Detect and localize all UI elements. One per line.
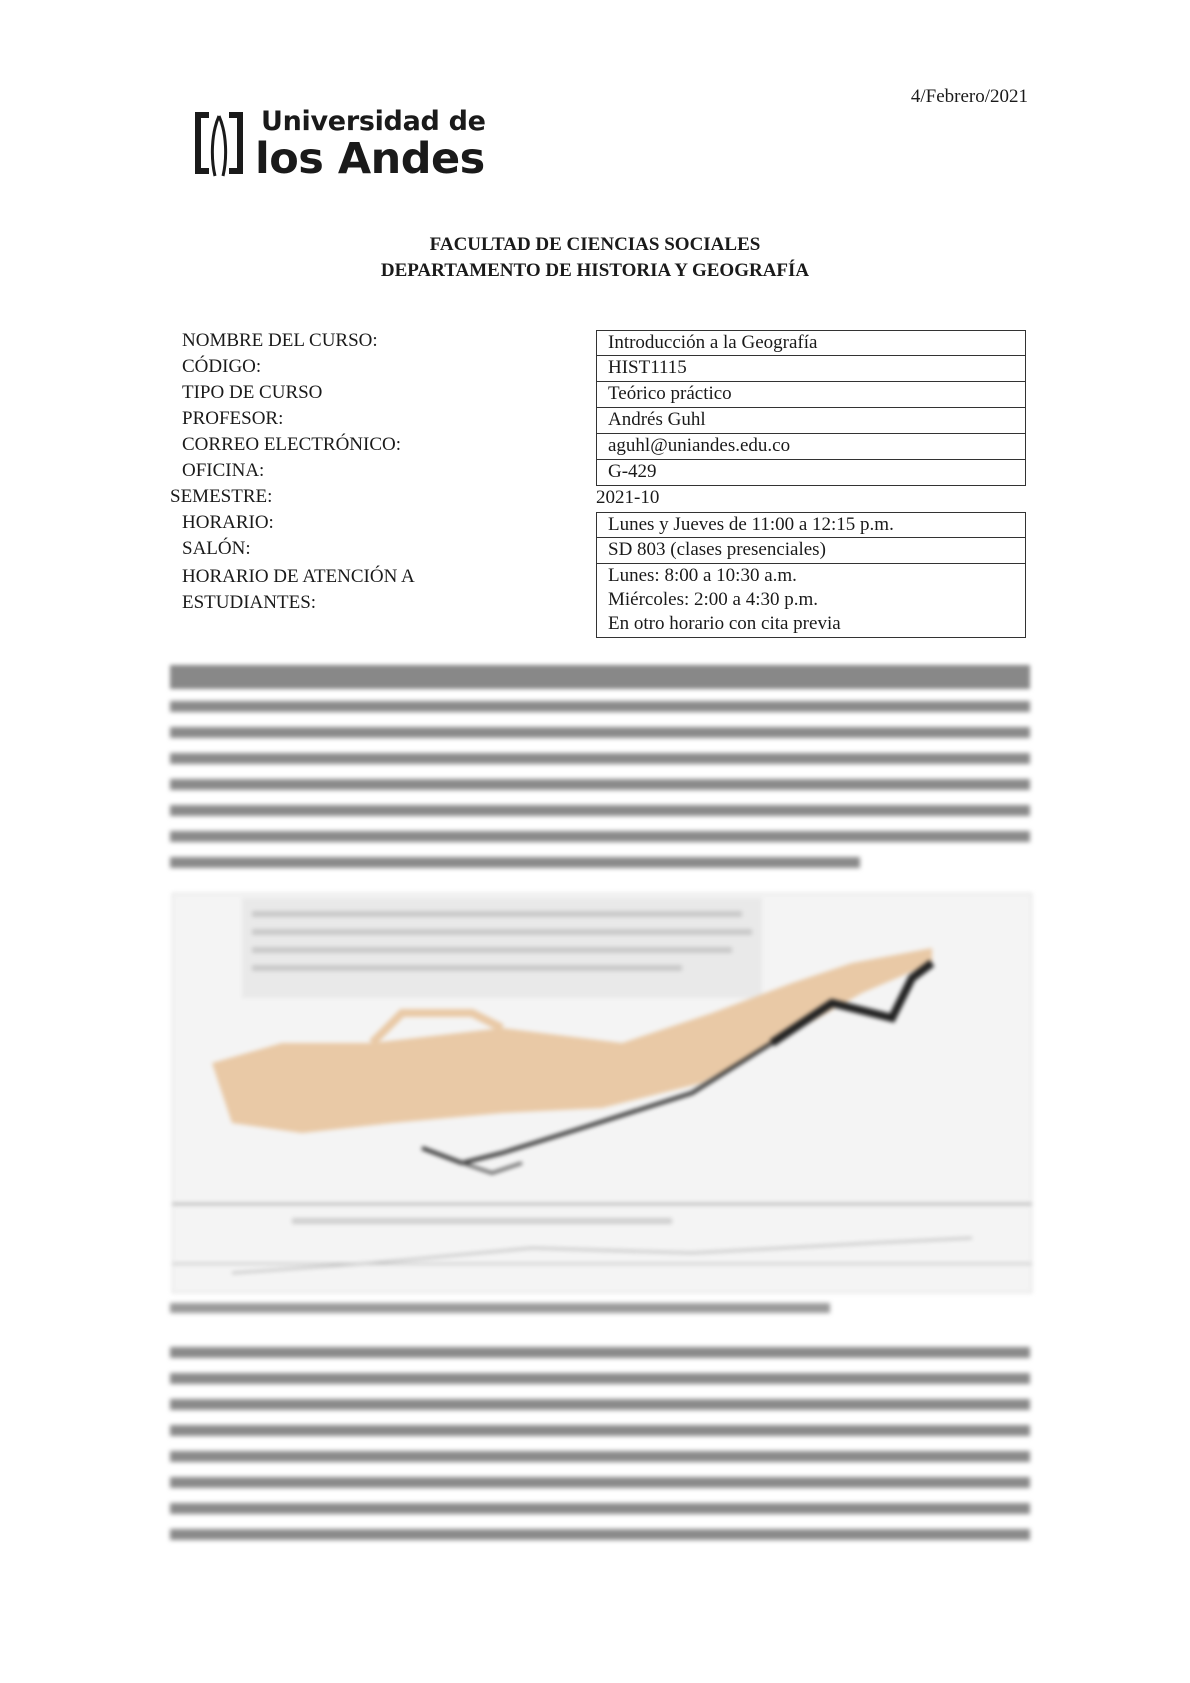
email-label: CORREO ELECTRÓNICO: [182, 434, 402, 455]
course-code-value: HIST1115 [596, 356, 1026, 382]
office-hours-line2: Miércoles: 2:00 a 4:30 p.m. [608, 589, 819, 610]
department-title: DEPARTAMENTO DE HISTORIA Y GEOGRAFÍA [380, 260, 810, 281]
map-image [172, 893, 1032, 1293]
office-label: OFICINA: [182, 460, 265, 481]
course-type-label: TIPO DE CURSO [182, 382, 323, 403]
course-name-label: NOMBRE DEL CURSO: [182, 330, 378, 351]
blurred-caption-line [170, 1299, 830, 1317]
blurred-text-lines [170, 693, 1030, 873]
office-hours-label-line1: HORARIO DE ATENCIÓN A [182, 566, 415, 587]
email-value: aguhl@uniandes.edu.co [596, 434, 1026, 460]
professor-label: PROFESOR: [182, 408, 284, 429]
office-hours-value [596, 564, 1026, 638]
course-name-value: Introducción a la Geografía [596, 330, 1026, 356]
document-header [0, 232, 1190, 284]
logo-text-line2: los Andes [255, 134, 485, 184]
semester-value: 2021-10 [596, 487, 660, 508]
semester-label: SEMESTRE: [170, 486, 273, 507]
body-paragraph-blurred [170, 1339, 1030, 1561]
office-hours-line3: En otro horario con cita previa [608, 613, 841, 634]
description-paragraph-blurred [170, 693, 1030, 880]
room-value: SD 803 (clases presenciales) [596, 538, 1026, 564]
office-hours-line1: Lunes: 8:00 a 10:30 a.m. [608, 565, 797, 586]
course-type-value: Teórico práctico [596, 382, 1026, 408]
figure-caption-blurred [170, 1299, 830, 1322]
office-hours-label-line2: ESTUDIANTES: [182, 592, 317, 613]
section-heading-band-blurred [170, 665, 1030, 689]
logo-mark-icon [193, 104, 253, 184]
document-date: 4/Febrero/2021 [910, 86, 1028, 107]
blurred-text-lines-2 [170, 1339, 1030, 1554]
office-value: G-429 [596, 460, 1026, 486]
course-code-label: CÓDIGO: [182, 356, 262, 377]
room-label: SALÓN: [182, 538, 251, 559]
logo-text-line1: Universidad de [261, 106, 486, 137]
schedule-value: Lunes y Jueves de 11:00 a 12:15 p.m. [596, 512, 1026, 538]
university-logo [193, 104, 486, 184]
figure-napoleon-map-blurred [172, 893, 1032, 1293]
professor-value: Andrés Guhl [596, 408, 1026, 434]
office-hours-label [182, 564, 415, 616]
schedule-label: HORARIO: [182, 512, 274, 533]
faculty-title: FACULTAD DE CIENCIAS SOCIALES [429, 234, 761, 255]
